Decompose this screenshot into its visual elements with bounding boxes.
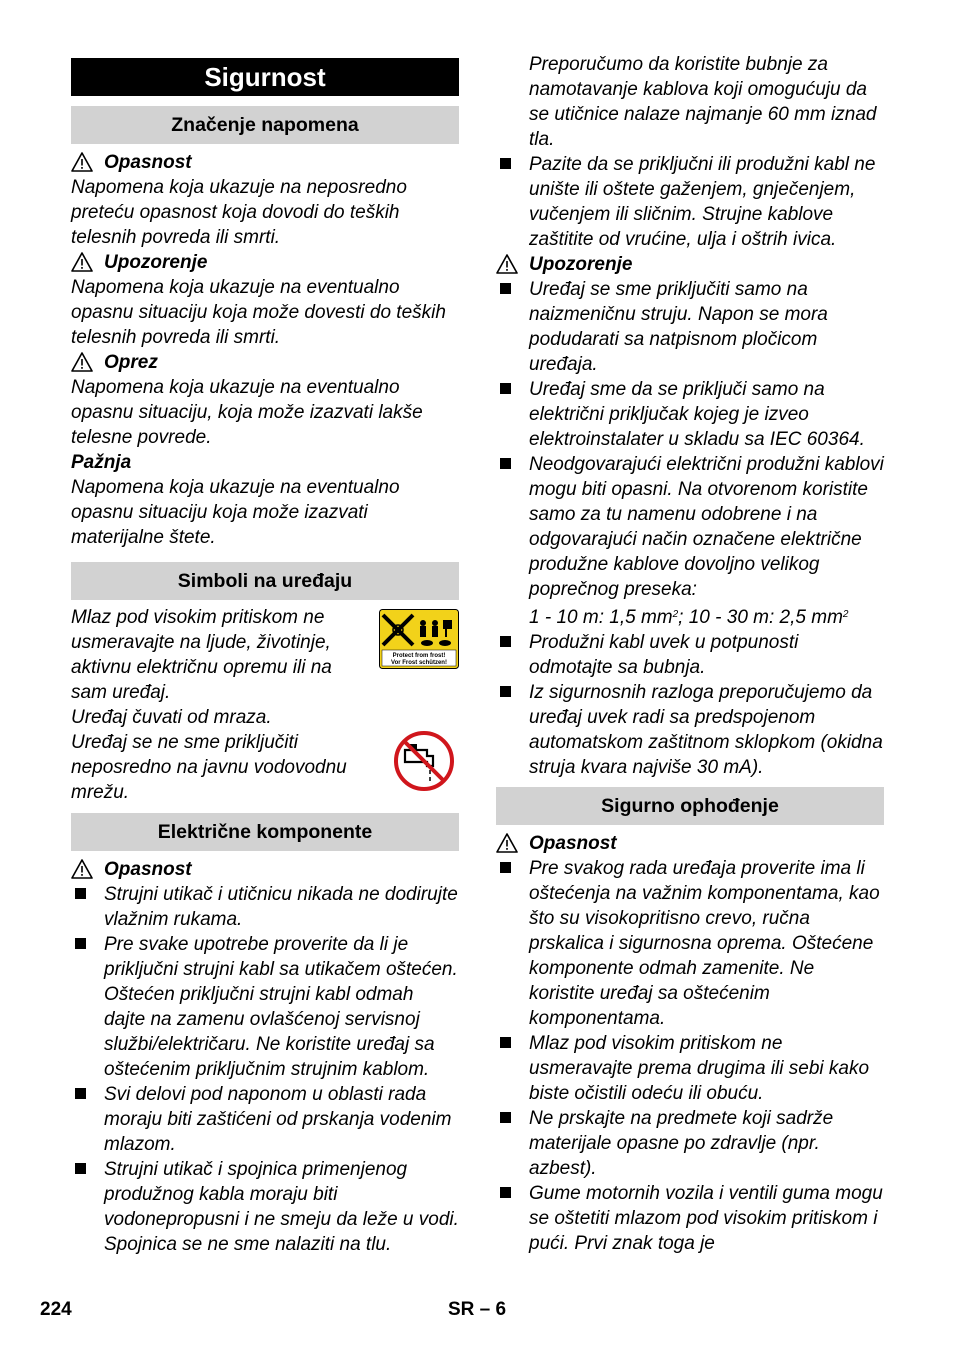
warning-triangle-icon — [496, 833, 518, 853]
safe-handling-danger-heading — [496, 831, 884, 856]
list-item-text: Strujni utikač i utičnicu nikada ne dodirujte vlažnim rukama. — [104, 884, 458, 930]
danger-heading — [71, 150, 459, 175]
cable-spec-a: 1 - 10 m: 1,5 mm — [529, 607, 673, 628]
list-item — [496, 377, 884, 452]
caution-heading — [71, 350, 459, 375]
safe-handling-danger-label: Opasnost — [529, 833, 617, 854]
bullet-square-icon — [496, 1181, 529, 1256]
cable-cross-section — [496, 602, 884, 630]
symbol-row-spray — [71, 605, 459, 705]
section-heading-safe-handling: Sigurno ophođenje — [496, 787, 884, 825]
list-item — [496, 630, 884, 680]
list-item-text: Iz sigurnosnih razloga preporučujemo da uređaj uvek radi sa predspojenom automatskom zaštitnom sklopkom (okidna struja kvara najviše 30 mA). — [529, 682, 883, 778]
frost-warning-label-icon — [379, 609, 459, 669]
bullet-square-icon — [496, 1031, 529, 1106]
frost-label-line2: Vor Frost schützen! — [391, 660, 447, 666]
list-item-text: Neodgovarajući električni produžni kablovi mogu biti opasni. Na otvorenom koristite samo za tu namenu odobrene i na odgovarajući način označene električne produžne kablove dovoljno velikog poprečnog preseka: — [529, 454, 884, 600]
bullet-square-icon — [496, 152, 529, 252]
bullet-square-icon — [496, 856, 529, 1031]
symbol-row-tap — [71, 730, 459, 805]
bullet-square-icon — [496, 680, 529, 780]
warning-triangle-icon — [71, 859, 93, 879]
list-item — [496, 680, 884, 780]
list-item-text: Uređaj se sme priključiti samo na naizmeničnu struju. Napon se mora podudarati sa natpisnom pločicom uređaja. — [529, 279, 828, 375]
page-title: Sigurnost — [71, 58, 459, 96]
caution-label: Oprez — [104, 352, 158, 373]
bullet-square-icon — [71, 932, 104, 1082]
list-item — [496, 1031, 884, 1106]
list-item-text: Pre svake upotrebe proverite da li je priključni strujni kabl sa utikačem oštećen. Oštećen priključni strujni kabl odmah dajte na zamenu ovlašćenoj servisnoj službi/električaru. Ne koristite uređaj sa oštećenim priključnim strujnim kablom. — [104, 934, 458, 1080]
frost-text: Uređaj čuvati od mraza. — [71, 707, 272, 728]
cable-sup-1: 2 — [672, 609, 679, 620]
warning-triangle-icon — [71, 352, 93, 372]
frost-label-line1: Protect from frost! — [392, 653, 446, 659]
section-heading-notes: Značenje napomena — [71, 106, 459, 144]
bullet-square-icon — [496, 1106, 529, 1181]
attention-heading — [71, 450, 459, 475]
right-column — [496, 52, 884, 1256]
right-warning-heading — [496, 252, 884, 277]
danger-text: Napomena koja ukazuje na neposredno preteću opasnost koja dovodi do teških telesnih povreda ili smrti. — [71, 177, 407, 248]
list-item — [496, 277, 884, 377]
warning-label: Upozorenje — [104, 252, 208, 273]
left-column — [71, 52, 459, 1257]
list-item-text: Produžni kabl uvek u potpunosti odmotajte sa bubnja. — [529, 632, 799, 678]
right-warning-label: Upozorenje — [529, 254, 633, 275]
cable-sup-2: 2 — [842, 609, 849, 620]
list-item-text: Ne prskajte na predmete koji sadrže materijale opasne po zdravlje (npr. azbest). — [529, 1108, 834, 1179]
warning-heading — [71, 250, 459, 275]
electrical-danger-label: Opasnost — [104, 859, 192, 880]
list-item — [496, 856, 884, 1031]
list-item-text: Svi delovi pod naponom u oblasti rada moraju biti zaštićeni od prskanja vodenim mlazom. — [104, 1084, 452, 1155]
list-item — [71, 932, 459, 1082]
page-number: 224 — [40, 1299, 72, 1320]
attention-label: Pažnja — [71, 452, 132, 473]
list-item-text: Strujni utikač i spojnica primenjenog produžnog kabla moraju biti vodonepropusni i ne smeju da leže u vodi. Spojnica se ne sme nalaziti na tlu. — [104, 1159, 459, 1255]
bullet-square-icon — [496, 377, 529, 452]
list-item — [496, 1106, 884, 1181]
list-item-text: Pazite da se priključni ili produžni kabl ne unište ili oštete gaženjem, gnječenjem, vučenjem ili sličnim. Strujne kablove zaštitite od vrućine, ulja i oštrih ivica. — [529, 154, 876, 250]
no-direct-water-connection-icon — [393, 730, 455, 792]
bullet-square-icon — [496, 277, 529, 377]
tap-symbol-text: Uređaj se ne sme priključiti neposredno na javnu vodovodnu mrežu. — [71, 732, 347, 803]
attention-text: Napomena koja ukazuje na eventualno opasnu situaciju koja može izazvati materijalne štete. — [71, 477, 400, 548]
bullet-square-icon — [71, 1082, 104, 1157]
continued-text: Preporučumo da koristite bubnje za namotavanje kablova koji omogućuju da se utičnice nalaze najmanje 60 mm iznad tla. — [529, 54, 877, 150]
list-item-text: Gume motornih vozila i ventili guma mogu se oštetiti mlazom pod visokim pritiskom i pući. Prvi znak toga je — [529, 1183, 883, 1254]
section-heading-electrical: Električne komponente — [71, 813, 459, 851]
bullet-square-icon — [71, 1157, 104, 1257]
bullet-square-icon — [496, 452, 529, 602]
section-heading-symbols: Simboli na uređaju — [71, 562, 459, 600]
warning-triangle-icon — [496, 254, 518, 274]
spray-symbol-text: Mlaz pod visokim pritiskom ne usmeravajte na ljude, životinje, aktivnu električnu opremu ili na sam uređaj. — [71, 607, 332, 703]
list-item — [496, 452, 884, 602]
list-item — [496, 152, 884, 252]
caution-text: Napomena koja ukazuje na eventualno opasnu situaciju, koja može izazvati lakše telesne povrede. — [71, 377, 423, 448]
bullet-square-icon — [71, 882, 104, 932]
bullet-square-icon — [496, 630, 529, 680]
warning-triangle-icon — [71, 252, 93, 272]
warning-text: Napomena koja ukazuje na eventualno opasnu situaciju koja može dovesti do teških telesnih povreda ili smrti. — [71, 277, 446, 348]
electrical-danger-heading — [71, 857, 459, 882]
warning-triangle-icon — [71, 152, 93, 172]
section-code: SR – 6 — [448, 1299, 507, 1320]
danger-label: Opasnost — [104, 152, 192, 173]
list-item-text: Pre svakog rada uređaja proverite ima li oštećenja na važnim komponentama, kao što su visokopritisno crevo, ručna prskalica i sigurnosna oprema. Oštećene komponente odmah zamenite. Ne koristite uređaj sa oštećenim komponentama. — [529, 858, 880, 1029]
list-item — [71, 882, 459, 932]
list-item — [71, 1157, 459, 1257]
cable-spec-b: ; 10 - 30 m: 2,5 mm — [678, 607, 843, 628]
list-item — [496, 1181, 884, 1256]
list-item — [71, 1082, 459, 1157]
list-item-text: Mlaz pod visokim pritiskom ne usmeravajte prema drugima ili sebi kako biste očistili odeću ili obuću. — [529, 1033, 870, 1104]
list-item-text: Uređaj sme da se priključi samo na električni priključak kojeg je izveo elektroinstalater u skladu sa IEC 60364. — [529, 379, 865, 450]
